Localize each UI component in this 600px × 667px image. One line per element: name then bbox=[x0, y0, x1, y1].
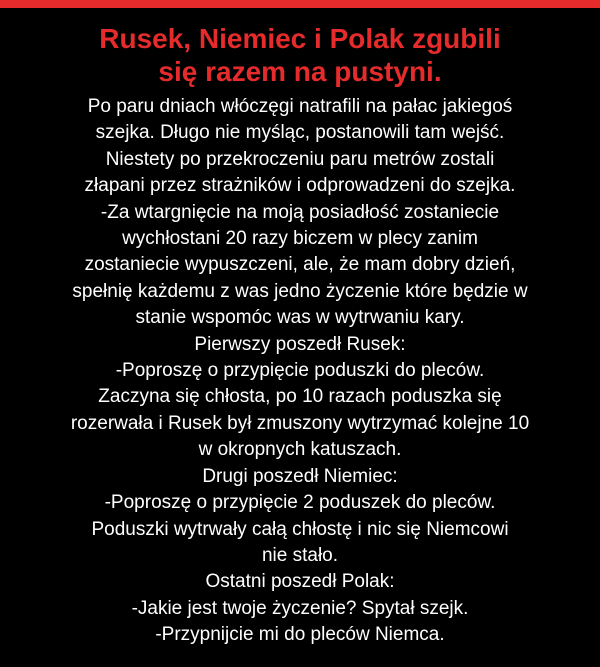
story-line: -Za wtargnięcie na moją posiadłość zostaniecie bbox=[100, 201, 500, 223]
title-line-2: się razem na pustyni. bbox=[158, 56, 442, 87]
story-line: rozerwała i Rusek był zmuszony wytrzymać kolejne 10 bbox=[70, 412, 530, 434]
joke-title bbox=[0, 22, 600, 88]
story-line: złapani przez strażników i odprowadzeni do szejka. bbox=[84, 175, 516, 197]
story-line: Zaczyna się chłosta, po 10 razach poduszka się bbox=[98, 386, 502, 408]
story-line: zostaniecie wypuszczeni, ale, że mam dobry dzień, bbox=[84, 254, 516, 276]
story-line: Ostatni poszedł Polak: bbox=[205, 571, 395, 593]
story-line: nie stało. bbox=[261, 544, 339, 566]
top-accent-bar bbox=[0, 0, 600, 8]
story-line: -Przypnijcie mi do pleców Niemca. bbox=[155, 624, 445, 646]
story-line: -Jakie jest twoje życzenie? Spytał szejk. bbox=[131, 597, 469, 619]
story-line: Drugi poszedł Niemiec: bbox=[202, 465, 398, 487]
story-line: Po paru dniach włóczęgi natrafili na pałac jakiegoś bbox=[87, 96, 513, 117]
story-line: Niestety po przekroczeniu paru metrów zostali bbox=[105, 148, 495, 170]
title-line-1: Rusek, Niemiec i Polak zgubili bbox=[99, 23, 501, 54]
story-line: spełnię każdemu z was jedno życzenie które będzie w bbox=[72, 280, 528, 302]
joke-story bbox=[0, 94, 600, 649]
story-line: stanie wspomóc was w wytrwaniu kary. bbox=[135, 307, 465, 329]
story-line: Pierwszy poszedł Rusek: bbox=[194, 333, 406, 355]
story-line: Poduszki wytrwały całą chłostę i nic się Niemcowi bbox=[91, 518, 509, 540]
story-line: szejka. Długo nie myśląc, postanowili tam wejść. bbox=[95, 122, 505, 144]
story-line: -Poproszę o przypięcie poduszki do pleców. bbox=[115, 360, 485, 382]
story-line: wychłostani 20 razy biczem w plecy zanim bbox=[122, 228, 478, 250]
story-line: w okropnych katuszach. bbox=[198, 439, 402, 461]
story-line: -Poproszę o przypięcie 2 poduszek do pleców. bbox=[104, 492, 496, 514]
